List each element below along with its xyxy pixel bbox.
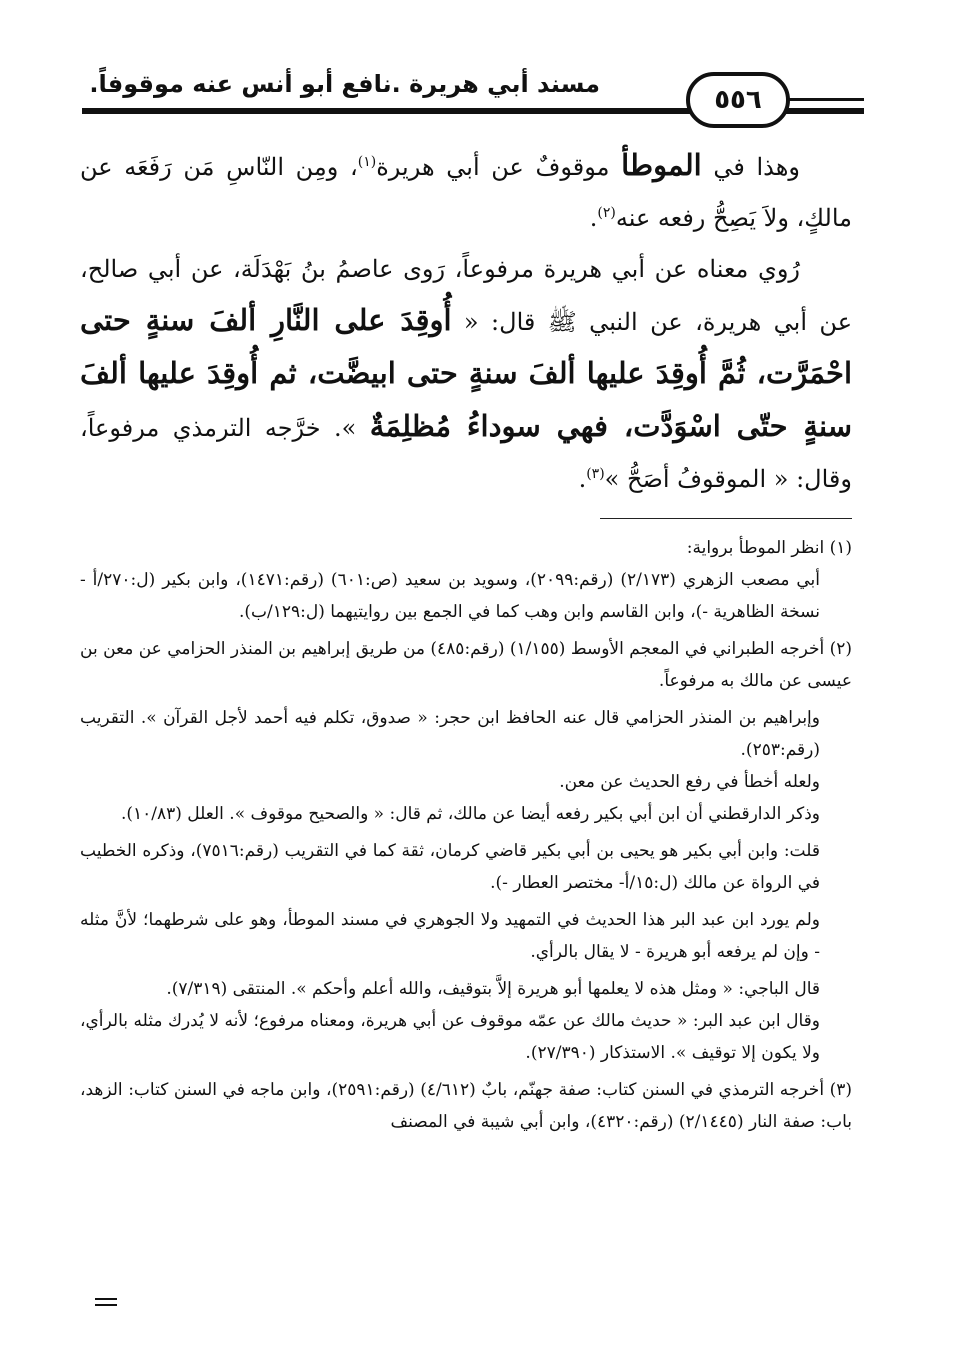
paragraph-1 <box>80 140 852 244</box>
continuation-mark <box>95 1298 117 1308</box>
footnote-1-detail: أبي مصعب الزهري (٢/١٧٣) (رقم:٢٠٩٩)، وسويد بن سعيد (ص:٦٠١) (رقم:١٤٧١)، وابن بكير (ل:٢٧٠/أ - نسخة الظاهرية -)، وابن القاسم وابن وهب كما في الجمع بين روايتيهما (ل:١٢٩/ب). <box>80 570 821 622</box>
hadith-text: أُوقِدَ على النَّارِ ألفَ سنةٍ حتى احْمَرَّت، ثُمَّ أُوقِدَ عليها ألفَ سنةٍ حتى ابيضَّت، ثم أُوقِدَ عليها ألفَ سنةٍ حتّى اسْوَدَّت، فهي سوداءُ مُظلِمَةٌ <box>80 303 852 443</box>
footnote-2-para: ولم يورد ابن عبد البر هذا الحديث في التمهيد ولا الجوهري في مسند الموطأ، وهو على شرطهما؛ لأنَّ مثله - وإن لم يرفعه أبو هريرة - لا يقال بالرأي. <box>80 910 820 962</box>
header-rule-thin <box>780 98 864 101</box>
footnote-2-para: قال الباجي: « ومثل هذه لا يعلمها أبو هريرة إلاَّ بتوقيف، والله أعلم وأحكم ». المنتقى (٧/٣١٩). <box>166 979 820 999</box>
footnote-ref-2[interactable]: (٢) <box>597 205 616 221</box>
text-run: وهذا في <box>701 153 800 181</box>
text-run: رُوي معناه عن أبي هريرة مرفوعاً، رَوى عاصمُ بنُ بَهْدَلَة، عن أبي صالح، عن أبي هريرة، عن النبي ﷺ قال: « <box>80 255 853 336</box>
footnote-2: (٢) أخرجه الطبراني في المعجم الأوسط (١/١٥٥) (رقم:٤٨٥) من طريق إبراهيم بن المنذر الحزامي عن معن بن عيسى عن مالك به مرفوعاً. <box>80 639 853 691</box>
text-run: . <box>578 465 587 493</box>
footnote-1: (١) انظر الموطأ برواية: <box>686 538 852 558</box>
bold-term: الموطأ <box>621 148 702 182</box>
footnote-2-para: وذكر الدارقطني أن ابن أبي بكير رفعه أيضا عن مالك، ثم قال: « والصحيح موقوف ». العلل (١٠/٨٣). <box>120 804 820 824</box>
page-header <box>0 0 953 130</box>
text-run: . <box>589 204 598 232</box>
text-run: موقوفٌ عن أبي هريرة <box>376 153 622 181</box>
main-text <box>80 140 852 505</box>
text-run: ». خرَّجه الترمذي مرفوعاً، وقال: « الموقوفُ أصَحُّ » <box>80 414 852 493</box>
footnote-2-para: وقال ابن عبد البر: « حديث مالك عن عمّه موقوف عن أبي هريرة، ومعناه مرفوع؛ لأنه لا يُدرك مثله بالرأي، ولا يكون إلا توقيف ». الاستذكار (٢٧/٣٩٠). <box>80 1011 820 1063</box>
text-run: ، ومِن النّاسِ مَن رَفَعَه عن مالكٍ، ولاَ يَصِحُّ رفعه عنه <box>80 153 852 232</box>
page-number: ٥٥٦ <box>686 72 790 128</box>
footnote-separator <box>600 518 852 519</box>
footnote-ref-3[interactable]: (٣) <box>586 466 605 482</box>
footnote-2-para: قلت: وابن أبي بكير هو يحيى بن أبي بكير قاضي كرمان، ثقة كما في التقريب (رقم:٧٥١٦)، وذكره الخطيب في الرواة عن مالك (ل:١٥/أ- مختصر العطار -). <box>80 841 820 893</box>
footnotes <box>80 532 852 1138</box>
running-title: مسند أبي هريرة .نافع أبو أنس عنه موقوفاً. <box>89 70 600 98</box>
footnote-2-para: وإبراهيم بن المنذر الحزامي قال عنه الحافظ ابن حجر: « صدوق، تكلم فيه أحمد لأجل القرآن ». التقريب (رقم:٢٥٣). <box>80 708 820 760</box>
footnote-ref-1[interactable]: (١) <box>357 154 377 170</box>
footnote-3: (٣) أخرجه الترمذي في السنن كتاب: صفة جهنّم، بابٌ (٤/٦١٢) (رقم:٢٥٩١)، وابن ماجه في السنن كتاب: الزهد، باب: صفة النار (٢/١٤٤٥) (رقم:٤٣٢٠)، وابن أبي شيبة في المصنف <box>80 1080 852 1132</box>
footnote-2-para: ولعله أخطأ في رفع الحديث عن معن. <box>559 772 820 792</box>
paragraph-2 <box>80 244 852 505</box>
